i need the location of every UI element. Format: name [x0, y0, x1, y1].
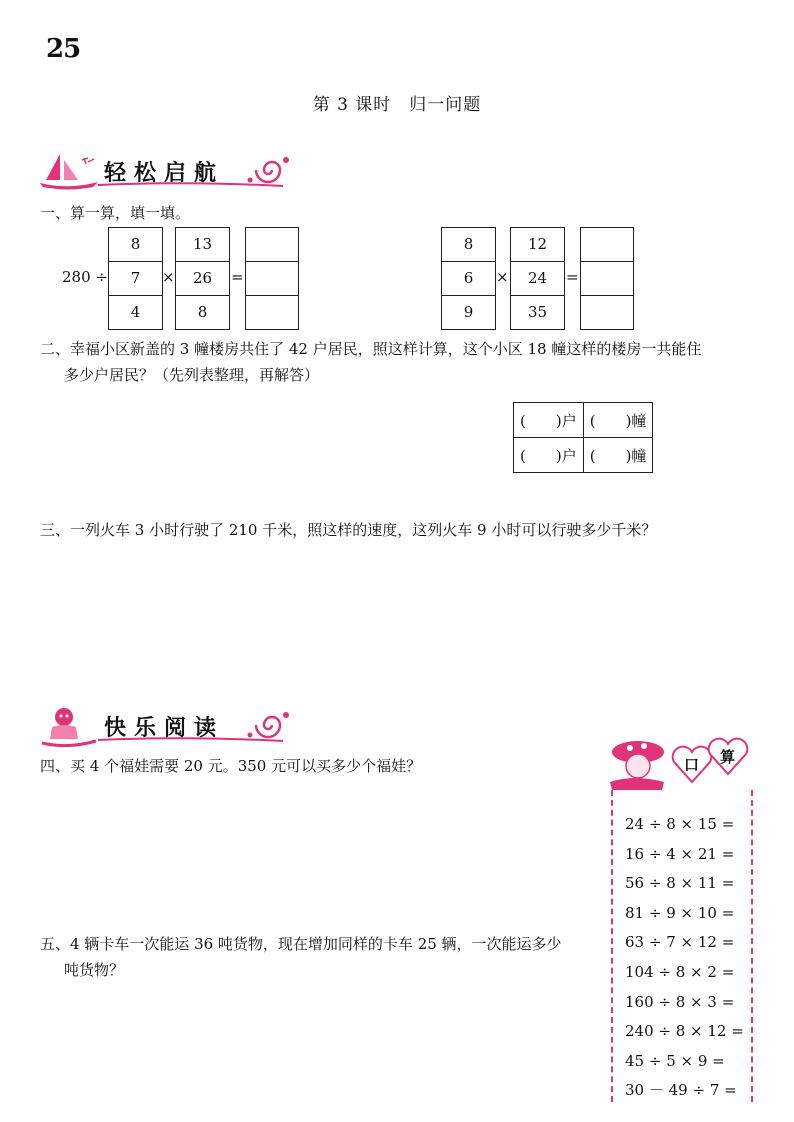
mental-math-item: 81 ÷ 9 × 10 =: [625, 903, 735, 922]
q3-text: 三、一列火车 3 小时行驶了 210 千米，照这样的速度，这列火车 9 小时可以行驶多少千米？: [40, 521, 657, 539]
mental-math-item: 63 ÷ 7 × 12 =: [625, 933, 735, 952]
q1-right-divisor: 6: [442, 261, 495, 295]
mental-math-item: 30 － 49 ÷ 7 =: [625, 1081, 737, 1100]
page-number: 25: [46, 34, 81, 64]
times-sign: ×: [496, 268, 509, 286]
q1-left-divisor: 7: [109, 261, 162, 295]
q2-text-line1: 二、幸福小区新盖的 3 幢楼房共住了 42 户居民，照这样计算，这个小区 18 幢这样的楼房一共能住: [40, 340, 702, 358]
q1-right-multiplier: 24: [511, 261, 564, 295]
q2-text-line2: 多少户居民？（先列表整理，再解答）: [64, 366, 320, 384]
mental-math-item: 45 ÷ 5 × 9 =: [625, 1051, 725, 1070]
answer-box[interactable]: [246, 295, 298, 329]
section-header-2: [38, 705, 298, 745]
q1-label: 一、算一算，填一填。: [40, 204, 191, 222]
q1-left-multiplier-column: [175, 227, 230, 330]
table-row: [514, 403, 653, 438]
mental-math-item: 56 ÷ 8 × 11 =: [625, 874, 735, 893]
answer-box[interactable]: [581, 228, 633, 261]
mental-math-box: [611, 790, 753, 1102]
q4-text: 四、买 4 个福娃需要 20 元。350 元可以买多少个福娃？: [40, 757, 422, 775]
mental-math-item: 104 ÷ 8 × 2 =: [625, 962, 735, 981]
girl-with-hat-icon: [604, 736, 670, 796]
households-cell[interactable]: ( )户: [514, 438, 584, 473]
equals-sign: =: [566, 268, 579, 286]
q1-right-divisor: 8: [463, 235, 474, 253]
swirl-ornament-icon: [238, 705, 298, 745]
q1-left-answer-column: [245, 227, 299, 330]
q1-left-divisor-column: [108, 227, 163, 330]
answer-box[interactable]: [246, 261, 298, 295]
q1-right-answer-column: [580, 227, 634, 330]
q1-right-multiplier: 35: [511, 295, 564, 329]
mental-math-item: 24 ÷ 8 × 15 =: [625, 815, 735, 833]
buildings-cell[interactable]: ( )幢: [583, 403, 653, 438]
times-sign: ×: [162, 268, 175, 286]
q1-dividend: 280 ÷: [62, 268, 108, 286]
answer-box[interactable]: [246, 228, 298, 261]
swirl-ornament-icon: [238, 150, 298, 190]
q5-text-line1: 五、4 辆卡车一次能运 36 吨货物，现在增加同样的卡车 25 辆，一次能运多少: [40, 935, 562, 953]
q1-right-multiplier-column: [510, 227, 565, 330]
households-cell[interactable]: ( )户: [514, 403, 584, 438]
section-header-1: [38, 150, 298, 190]
answer-box[interactable]: [581, 261, 633, 295]
mental-math-item: 160 ÷ 8 × 3 =: [625, 992, 735, 1011]
lesson-title: 第 3 课时 归一问题: [312, 95, 482, 115]
section-1-title: 轻松启航: [104, 161, 225, 186]
q2-organize-table: [513, 402, 653, 473]
buildings-cell[interactable]: ( )幢: [583, 438, 653, 473]
q1-left-multiplier: 8: [176, 295, 229, 329]
equals-sign: =: [231, 268, 244, 286]
q5-text-line2: 吨货物？: [64, 961, 125, 979]
heart-label-suan: 算: [720, 748, 736, 766]
q1-right-multiplier: 12: [527, 235, 548, 253]
heart-label-kou: 口: [684, 756, 700, 774]
section-2-title: 快乐阅读: [104, 716, 225, 741]
q1-left-divisor: 4: [109, 295, 162, 329]
mental-math-list: [625, 810, 744, 1106]
q1-left-multiplier: 26: [176, 261, 229, 295]
answer-box[interactable]: [581, 295, 633, 329]
q1-right-divisor: 9: [442, 295, 495, 329]
q1-right-divisor-column: [441, 227, 496, 330]
q1-left-divisor: 8: [130, 235, 141, 253]
mental-math-item: 16 ÷ 4 × 21 =: [625, 844, 735, 863]
q1-left-multiplier: 13: [192, 235, 213, 253]
table-row: [514, 438, 653, 473]
mental-math-item: 240 ÷ 8 × 12 =: [625, 1022, 744, 1041]
